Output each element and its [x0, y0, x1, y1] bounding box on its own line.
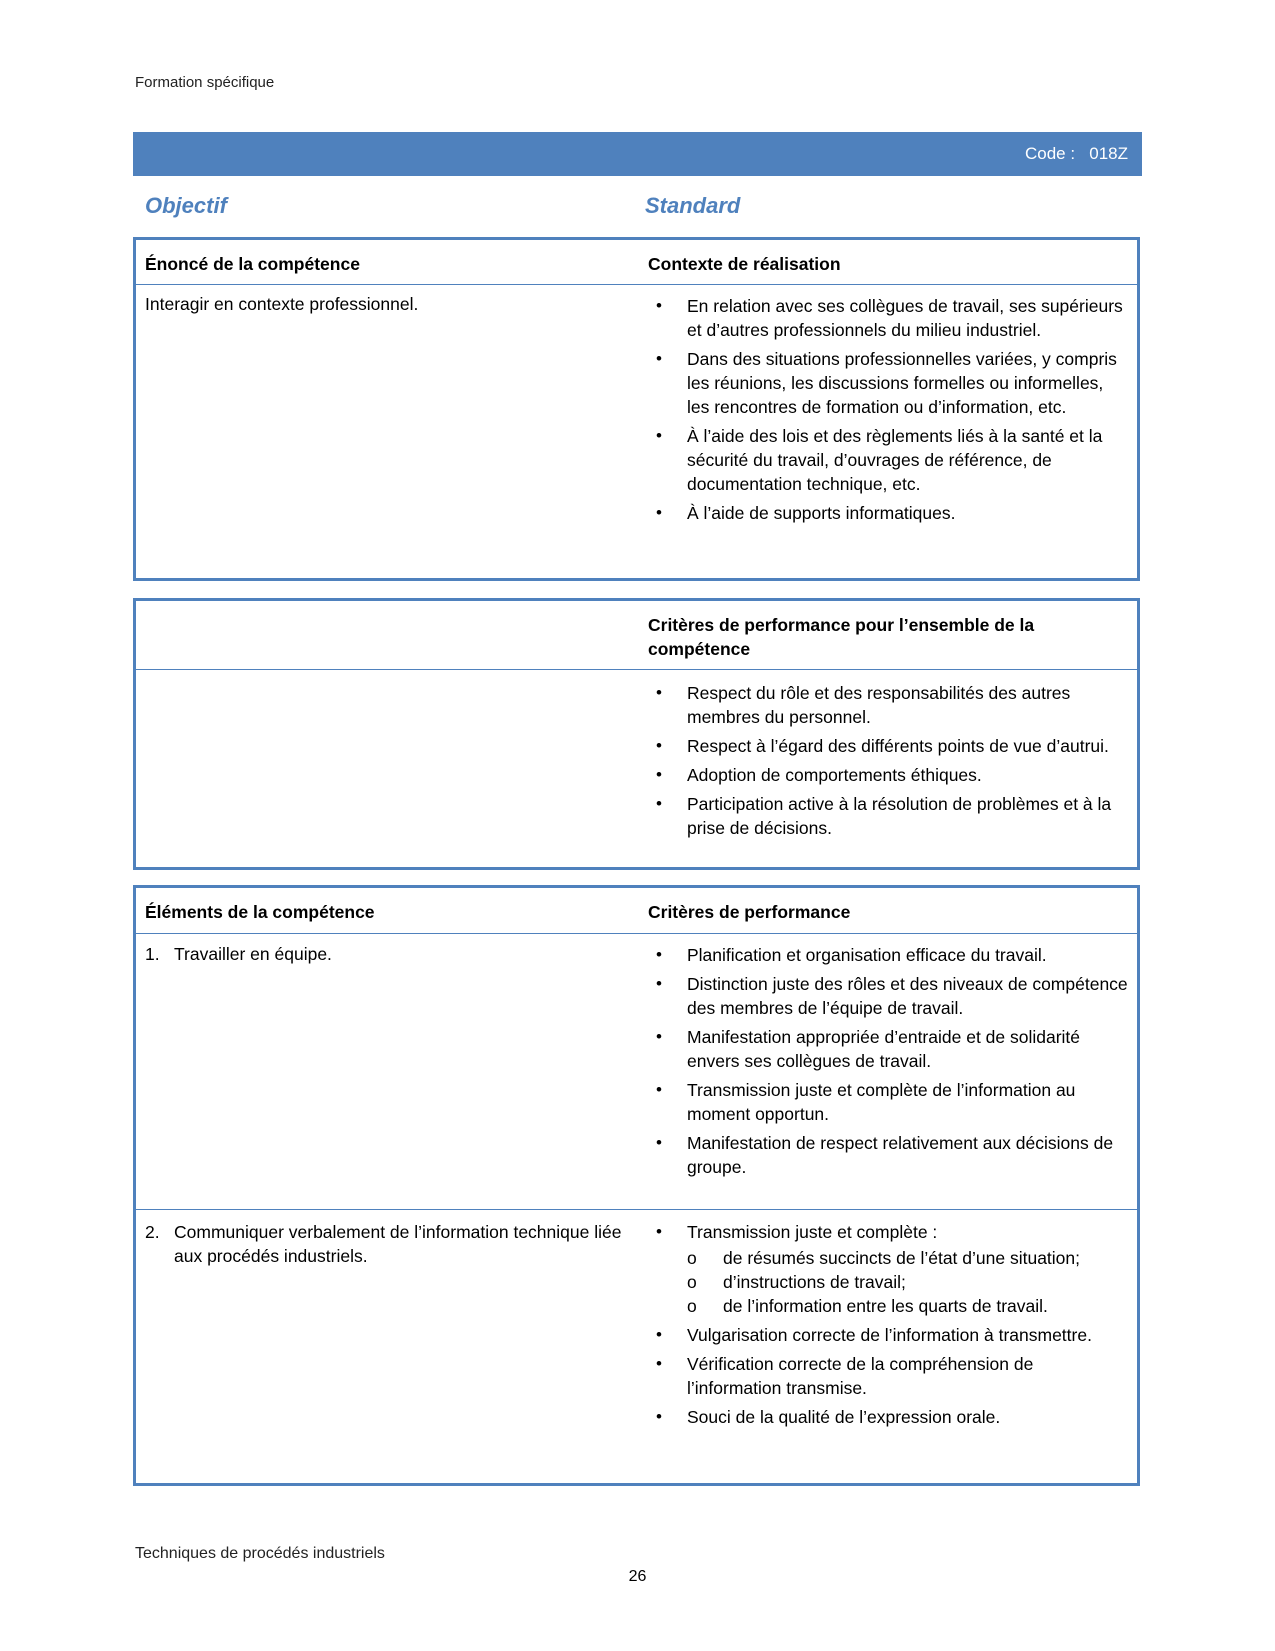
- criterion-item: • Adoption de comportements éthiques.: [648, 763, 1128, 787]
- global-criteria-table: [133, 598, 1140, 870]
- criterion-item: • Manifestation appropriée d’entraide et de solidarité envers ses collègues de travail.: [648, 1025, 1128, 1073]
- statement-header: Énoncé de la compétence: [145, 254, 360, 274]
- header-bar: [133, 132, 1142, 176]
- competence-table: [133, 237, 1140, 581]
- sub-item: o d’instructions de travail;: [687, 1270, 1128, 1294]
- element-1-criteria: [648, 943, 1128, 1184]
- global-criteria-header: Critères de performance pour l’ensemble de la compétence: [648, 615, 1035, 659]
- table2-header-row: [136, 601, 1137, 669]
- criterion-item: [648, 1220, 1128, 1318]
- global-criteria-list: [648, 681, 1128, 845]
- criterion-item: • Respect du rôle et des responsabilités des autres membres du personnel.: [648, 681, 1128, 729]
- criterion-sublist: [687, 1246, 1128, 1318]
- code-label: [1025, 144, 1128, 164]
- criterion-item: • Vérification correcte de la compréhension de l’information transmise.: [648, 1352, 1128, 1400]
- criterion-item: • Transmission juste et complète de l’information au moment opportun.: [648, 1078, 1128, 1126]
- element-2-criteria: [648, 1220, 1128, 1434]
- table2-body-row: [136, 669, 1137, 868]
- element-row-2: [136, 1209, 1137, 1485]
- element-1: [145, 942, 644, 966]
- element-2: [145, 1220, 644, 1268]
- element-2-number: 2.: [145, 1222, 160, 1242]
- sub-item: o de l’information entre les quarts de travail.: [687, 1294, 1128, 1318]
- element-2-text: Communiquer verbalement de l’information technique liée aux procédés industriels.: [174, 1222, 622, 1266]
- criterion-item: • Participation active à la résolution de problèmes et à la prise de décisions.: [648, 792, 1128, 840]
- sub-item: o de résumés succincts de l’état d’une situation;: [687, 1246, 1128, 1270]
- context-list: [648, 294, 1128, 530]
- code-value: 018Z: [1089, 144, 1128, 163]
- running-title: Formation spécifique: [135, 74, 275, 91]
- criterion-item: • Vulgarisation correcte de l’information à transmettre.: [648, 1323, 1128, 1347]
- criterion-item: • Respect à l’égard des différents points de vue d’autrui.: [648, 734, 1128, 758]
- context-item: • Dans des situations professionnelles variées, y compris les réunions, les discussions formelles ou informelles, les rencontres de formation ou d’information, etc.: [648, 347, 1128, 419]
- criterion-item: • Souci de la qualité de l’expression orale.: [648, 1405, 1128, 1429]
- table1-header-row: [136, 240, 1137, 284]
- context-item: • À l’aide de supports informatiques.: [648, 501, 1128, 525]
- code-label-text: Code :: [1024, 144, 1076, 163]
- criterion-item: • Manifestation de respect relativement aux décisions de groupe.: [648, 1131, 1128, 1179]
- context-item: • À l’aide des lois et des règlements liés à la santé et la sécurité du travail, d’ouvrages de référence, de documentation technique, etc.: [648, 424, 1128, 496]
- criterion-lead: Transmission juste et complète :: [687, 1222, 938, 1242]
- section-standard: Standard: [645, 193, 741, 218]
- elements-table: [133, 885, 1140, 1486]
- footer-program: Techniques de procédés industriels: [135, 1545, 385, 1562]
- section-objectif: Objectif: [145, 193, 227, 218]
- criterion-item: • Planification et organisation efficace du travail.: [648, 943, 1128, 967]
- element-1-number: 1.: [145, 944, 160, 964]
- elements-header: Éléments de la compétence: [145, 902, 375, 922]
- page-number: 26: [628, 1568, 647, 1585]
- competence-statement: Interagir en contexte professionnel.: [145, 294, 419, 314]
- element-row-1: [136, 933, 1137, 1209]
- table3-header-row: [136, 888, 1137, 933]
- table1-body-row: [136, 284, 1137, 575]
- performance-header: Critères de performance: [648, 902, 851, 922]
- element-1-text: Travailler en équipe.: [174, 944, 332, 964]
- criterion-item: • Distinction juste des rôles et des niveaux de compétence des membres de l’équipe de travail.: [648, 972, 1128, 1020]
- context-header: Contexte de réalisation: [648, 254, 841, 274]
- context-item: • En relation avec ses collègues de travail, ses supérieurs et d’autres professionnels du milieu industriel.: [648, 294, 1128, 342]
